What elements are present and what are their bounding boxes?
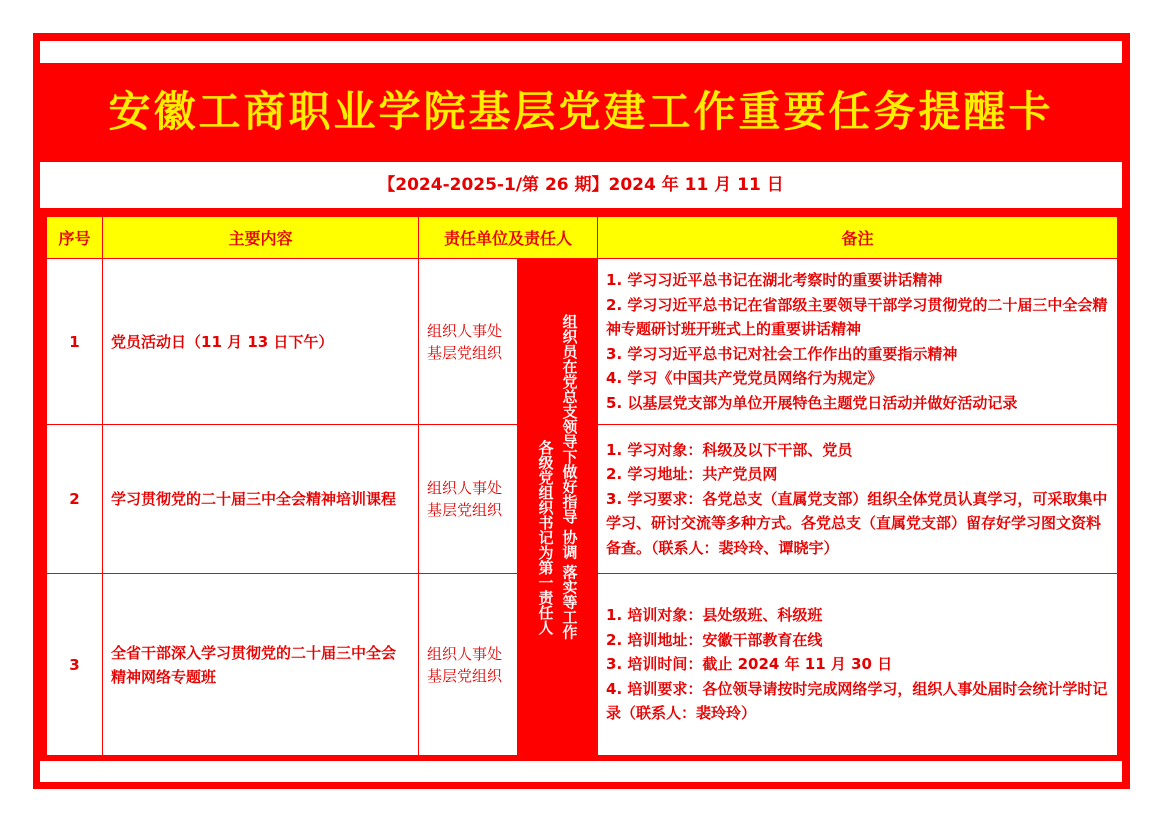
row-number: 1 [47,259,103,425]
unit-line: 组织人事处 [427,644,503,663]
bottom-white-strip [40,761,1122,782]
vertical-text-right: 组织员在党总支领导下做好指导 协调 落实等工作 [560,314,579,640]
unit-line: 组织人事处 [427,321,503,340]
unit-line: 基层党组织 [427,666,503,685]
row-notes [598,259,1118,425]
header-content: 主要内容 [103,217,419,259]
responsible-vertical-cell [518,259,598,756]
row-content: 全省干部深入学习贯彻党的二十届三中全会精神网络专题班 [103,574,419,756]
header-no: 序号 [47,217,103,259]
note-line: 1. 培训对象：县处级班、科级班 [606,606,823,625]
table-row [47,259,1118,425]
note-line: 3. 学习要求：各党总支（直属党支部）组织全体党员认真学习，可采取集中学习、研讨交流等多种方式。各党总支（直属党支部）留存好学习图文资料备查。（联系人：裴玲玲、谭晓宇） [606,489,1108,557]
note-line: 1. 学习对象：科级及以下干部、党员 [606,440,853,459]
unit-line: 组织人事处 [427,479,503,497]
vertical-text-left: 各级党组织书记为第一责任人 [536,439,555,635]
header-responsible: 责任单位及责任人 [419,217,598,259]
row-unit [419,425,518,574]
row-number: 3 [47,574,103,756]
row-notes [598,425,1118,574]
note-line: 3. 学习习近平总书记对社会工作作出的重要指示精神 [606,344,958,363]
header-notes: 备注 [598,217,1118,259]
issue-line: 【2024-2025-1/第 26 期】2024 年 11 月 11 日 [40,162,1122,208]
unit-line: 基层党组织 [427,501,503,519]
note-line: 3. 培训时间：截止 2024 年 11 月 30 日 [606,655,893,674]
unit-line: 基层党组织 [427,343,503,362]
task-table [46,216,1118,756]
note-line: 4. 学习《中国共产党党员网络行为规定》 [606,369,883,387]
note-line: 2. 培训地址：安徽干部教育在线 [606,630,823,649]
row-content: 党员活动日（11 月 13 日下午） [103,259,419,425]
note-line: 1. 学习习近平总书记在湖北考察时的重要讲话精神 [606,271,943,289]
page-title: 安徽工商职业学院基层党建工作重要任务提醒卡 [108,87,1054,136]
note-line: 2. 学习地址：共产党员网 [606,465,778,484]
row-number: 2 [47,425,103,574]
row-content: 学习贯彻党的二十届三中全会精神培训课程 [103,425,419,574]
row-notes [598,574,1118,756]
table-header-row [47,217,1118,259]
top-white-strip [40,41,1122,63]
note-line: 2. 学习习近平总书记在省部级主要领导干部学习贯彻党的二十届三中全会精神专题研讨班开班式上的重要讲话精神 [606,295,1108,338]
row-unit [419,259,518,425]
row-unit [419,574,518,756]
note-line: 4. 培训要求：各位领导请按时完成网络学习，组织人事处届时会统计学时记录（联系人：裴玲玲） [606,679,1108,723]
note-line: 5. 以基层党支部为单位开展特色主题党日活动并做好活动记录 [606,393,1018,412]
